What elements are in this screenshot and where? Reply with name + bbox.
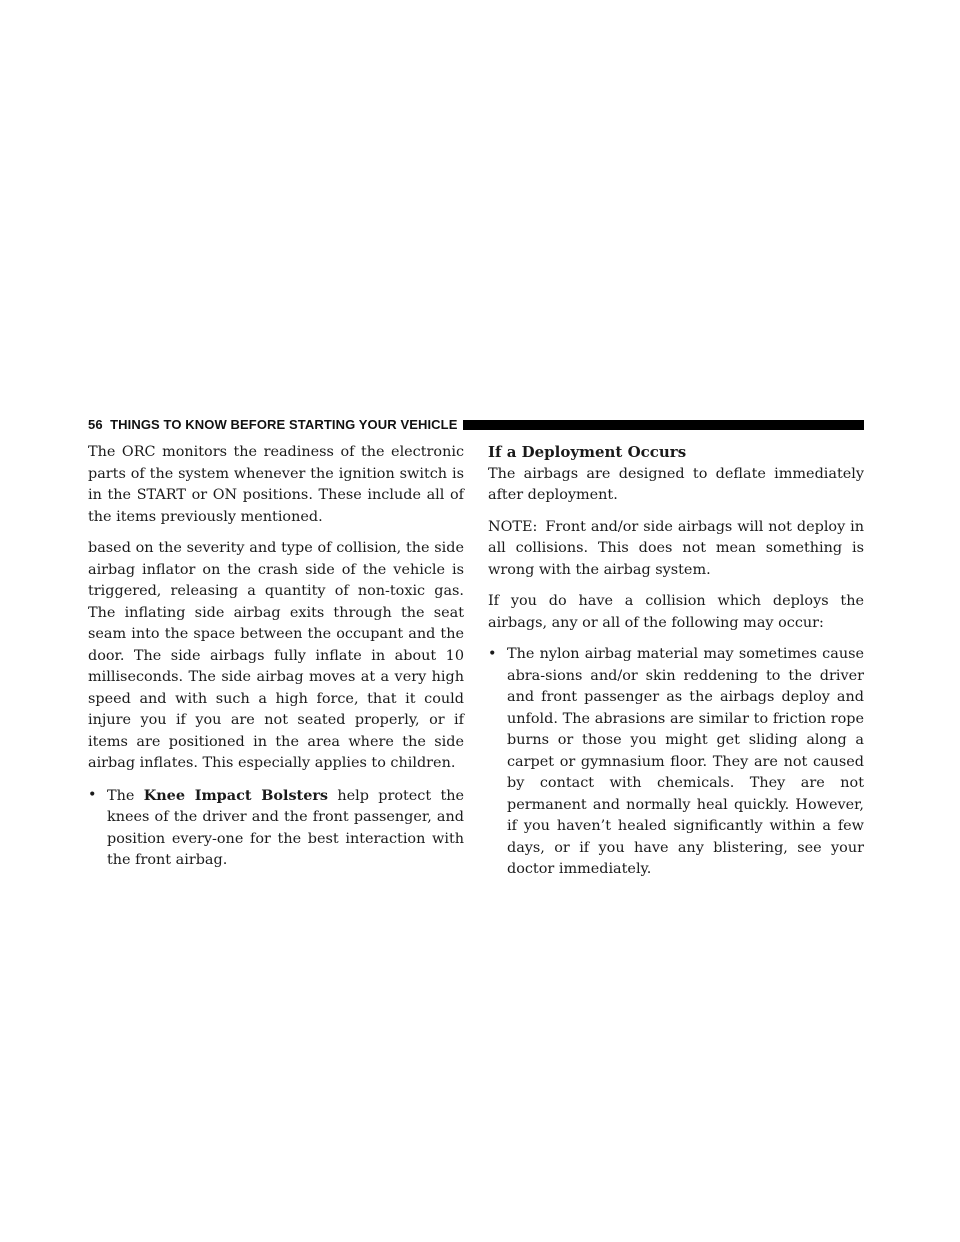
side-airbag-paragraph: based on the severity and type of collision, the side airbag inflator on the crash side of the vehicle is triggered, releasing a quantity of non-toxic gas. The inflating side airbag exits through the seat seam into the space between the occupant and the door. The side airbags fully inflate in about 10 milliseconds. The side airbag moves at a very high speed and with such a high force, that it could injure you if you are not seated properly, or if items are positioned in the area where the side airbag inflates. This especially applies to children. xyxy=(88,540,464,771)
deflate-paragraph: The airbags are designed to deflate immediately after deployment. xyxy=(488,465,864,503)
bullet-text: help protect the knees of the driver and the front passenger, and position every-one for the best interaction with the front airbag. xyxy=(107,787,465,868)
note-text: Front and/or side airbags will not deploy in all collisions. This does not mean something is wrong with the airbag system. xyxy=(488,518,864,578)
bullet-text: The nylon airbag material may sometimes cause abra-sions and/or skin reddening to the driver and front passenger as the airbags deploy and unfold. The abrasions are similar to friction rope burns or those you might get sliding along a carpet or gymnasium floor. They are not caused by contact with chemicals. They are not permanent and normally heal quickly. However, if you haven’t healed significantly within a few days, or if you have any blistering, see your doctor immediately. xyxy=(507,646,864,877)
knee-bolster-bullet xyxy=(88,785,464,872)
section-title: THINGS TO KNOW BEFORE STARTING YOUR VEHICLE xyxy=(110,417,458,432)
bullet-bold-term: Knee Impact Bolsters xyxy=(143,786,329,804)
left-column xyxy=(88,442,464,872)
header-rule xyxy=(463,420,864,430)
page-header-text xyxy=(88,418,457,432)
bullet-mark: • xyxy=(488,646,497,662)
orc-monitor-paragraph: The ORC monitors the readiness of the electronic parts of the system whenever the ignition switch is in the START or ON positions. These include all of the items previously mentioned. xyxy=(88,444,464,525)
bullet-mark: • xyxy=(88,786,97,803)
note-label: NOTE: xyxy=(488,518,538,535)
note-paragraph xyxy=(488,517,864,582)
collision-paragraph: If you do have a collision which deploys the airbags, any or all of the following may occur: xyxy=(488,593,864,631)
section-heading: If a Deployment Occurs xyxy=(488,443,687,461)
abrasion-bullet xyxy=(488,644,864,881)
page-header xyxy=(88,418,864,432)
right-column xyxy=(488,442,864,881)
page-number: 56 xyxy=(88,417,103,432)
bullet-lead: The xyxy=(107,787,135,804)
